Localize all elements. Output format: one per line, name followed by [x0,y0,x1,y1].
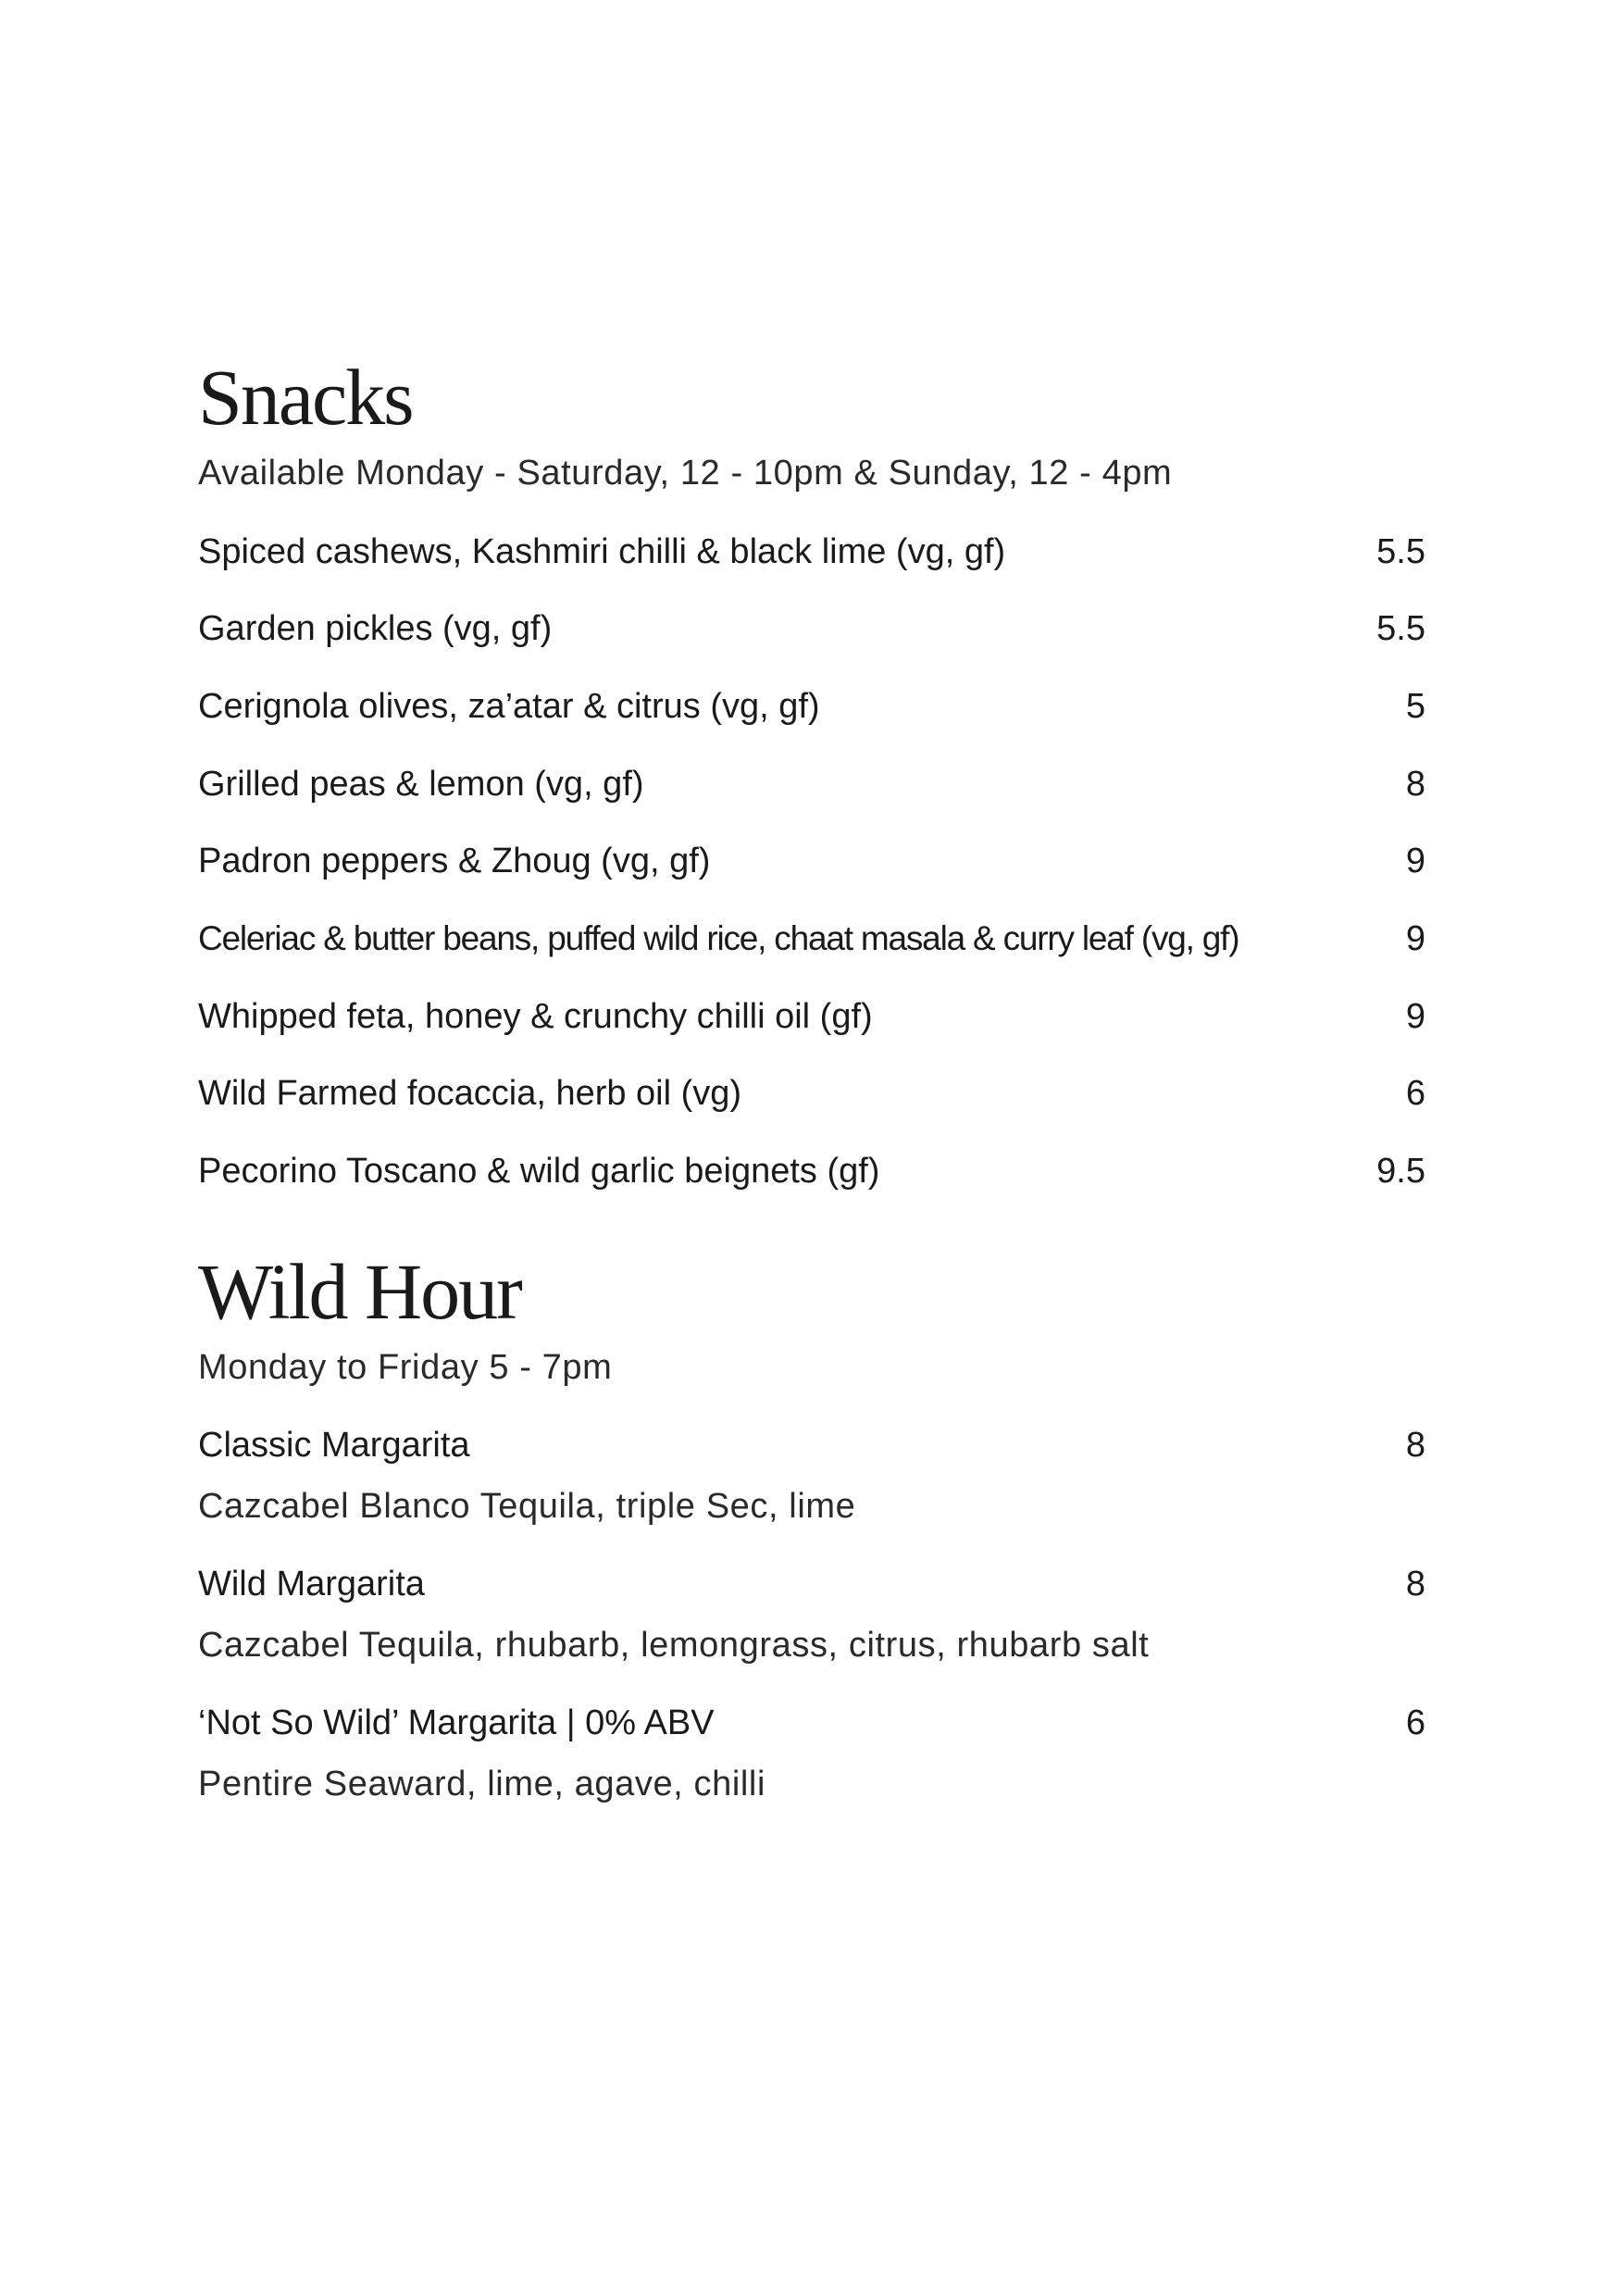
menu-item [198,534,1425,579]
drink-item [198,1426,1425,1526]
menu-item-name: Cerignola olives, za’atar & citrus (vg, gf) [198,687,820,726]
drink-item-description: Cazcabel Tequila, rhubarb, lemongrass, citrus, rhubarb salt [198,1626,1150,1665]
drink-item-name: Wild Margarita [198,1565,425,1603]
drink-item-price: 8 [1405,1426,1425,1465]
menu-item-price: 5.5 [1376,532,1425,571]
menu-item-name: Grilled peas & lemon (vg, gf) [198,765,644,804]
menu-item-name: Pecorino Toscano & wild garlic beignets (gf) [198,1152,880,1191]
wild-hour-title: Wild Hour [198,1247,521,1336]
wild-hour-subtitle: Monday to Friday 5 - 7pm [198,1348,613,1387]
drink-item-name: Classic Margarita [198,1426,470,1465]
menu-item-price: 9 [1405,919,1425,958]
menu-item-name: Whipped feta, honey & crunchy chilli oil (gf) [198,997,873,1036]
menu-item [198,843,1425,888]
menu-item-name: Padron peppers & Zhoug (vg, gf) [198,842,711,880]
drink-item [198,1565,1425,1665]
menu-item-name: Garden pickles (vg, gf) [198,609,553,648]
drink-item-description: Pentire Seaward, lime, agave, chilli [198,1765,765,1803]
menu-item-price: 5 [1405,687,1425,726]
menu-item [198,999,1425,1043]
menu-item-price: 8 [1405,765,1425,804]
menu-item-price: 9 [1405,997,1425,1036]
menu-item [198,1154,1425,1198]
menu-item [198,689,1425,733]
snacks-subtitle: Available Monday - Saturday, 12 - 10pm & Sunday, 12 - 4pm [198,454,1173,493]
menu-item [198,611,1425,655]
drink-item [198,1703,1425,1803]
drink-item-price: 8 [1405,1565,1425,1603]
menu-item-price: 9.5 [1376,1152,1425,1191]
menu-item-price: 9 [1405,842,1425,880]
menu-item-price: 5.5 [1376,609,1425,648]
menu-item-price: 6 [1405,1074,1425,1113]
menu-item-name: Celeriac & butter beans, puffed wild rice, chaat masala & curry leaf (vg, gf) [198,919,1239,957]
menu-item-name: Wild Farmed focaccia, herb oil (vg) [198,1074,742,1113]
drink-item-price: 6 [1405,1703,1425,1742]
menu-item [198,921,1425,966]
drink-item-name: ‘Not So Wild’ Margarita | 0% ABV [198,1703,715,1742]
snacks-title: Snacks [198,353,413,442]
menu-item [198,1076,1425,1120]
menu-item-name: Spiced cashews, Kashmiri chilli & black lime (vg, gf) [198,532,1006,571]
drink-item-description: Cazcabel Blanco Tequila, triple Sec, lime [198,1487,856,1526]
menu-item [198,767,1425,811]
